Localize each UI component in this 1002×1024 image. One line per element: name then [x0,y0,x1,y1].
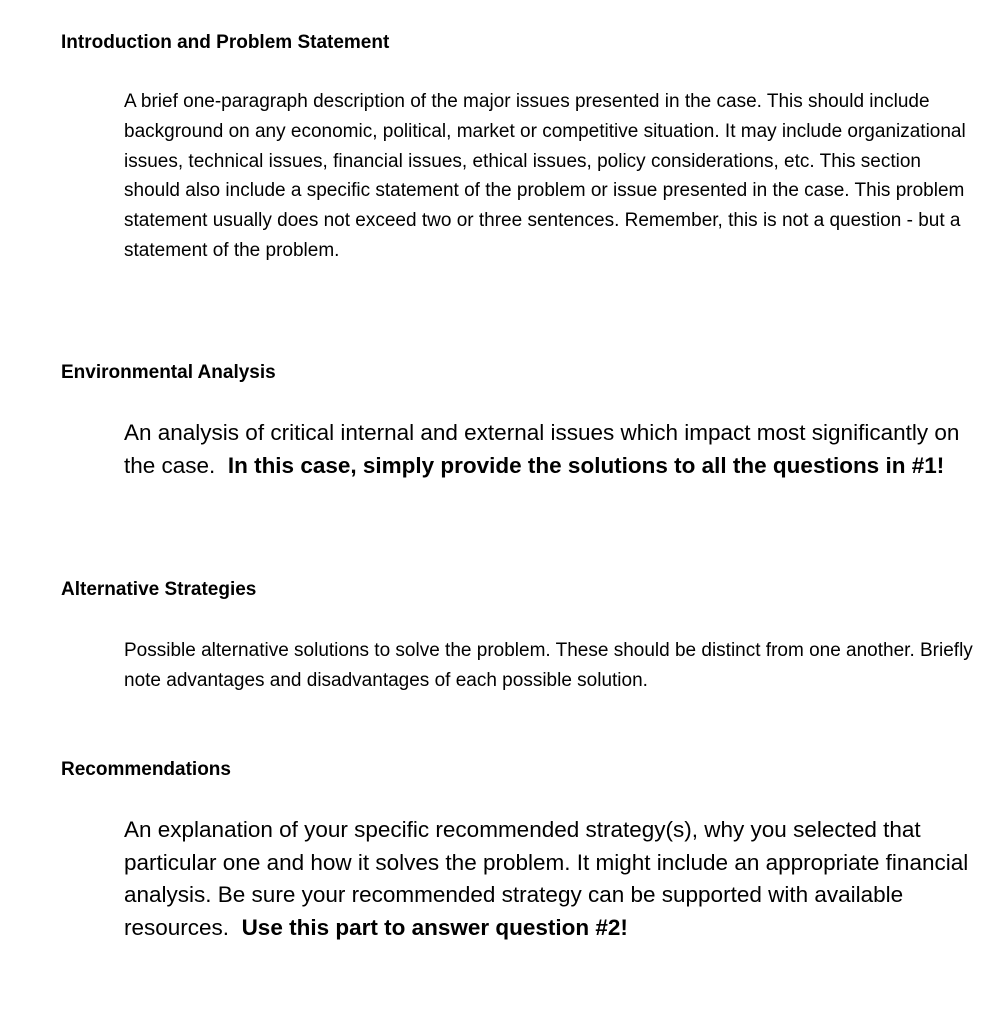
section-body-alternative-strategies: Possible alternative solutions to solve the problem. These should be distinct from one another. Briefly note advantages and disadvantages of each possible solution. [124,640,973,691]
section-heading-recommendations: Recommendations [61,759,231,780]
environmental-body-text: An analysis of critical internal and external issues which impact most significantly on the case. [124,420,960,478]
section-heading-introduction: Introduction and Problem Statement [61,32,390,53]
section-body-introduction: A brief one-paragraph description of the major issues presented in the case. This should include background on any economic, political, market or competitive situation. It may include organizational issues, technical issues, financial issues, ethical issues, policy considerations, etc. This section should also include a specific statement of the problem or issue presented in the case. This problem statement usually does not exceed two or three sentences. Remember, this is not a question - but a statement of the problem. [124,91,966,261]
environmental-emphasis-text: In this case, simply provide the solutions to all the questions in #1! [227,452,945,478]
recommendations-emphasis-text: Use this part to answer question #2! [241,914,628,940]
recommendations-body-text: An explanation of your specific recommended strategy(s), why you selected that particular one and how it solves the problem. It might include an appropriate financial analysis. Be sure your recommended strategy can be supported with available resources. [124,817,969,940]
section-body-environmental-analysis [124,417,974,482]
section-heading-environmental-analysis: Environmental Analysis [61,362,276,383]
section-heading-alternative-strategies: Alternative Strategies [61,579,257,600]
section-body-recommendations [124,814,974,944]
